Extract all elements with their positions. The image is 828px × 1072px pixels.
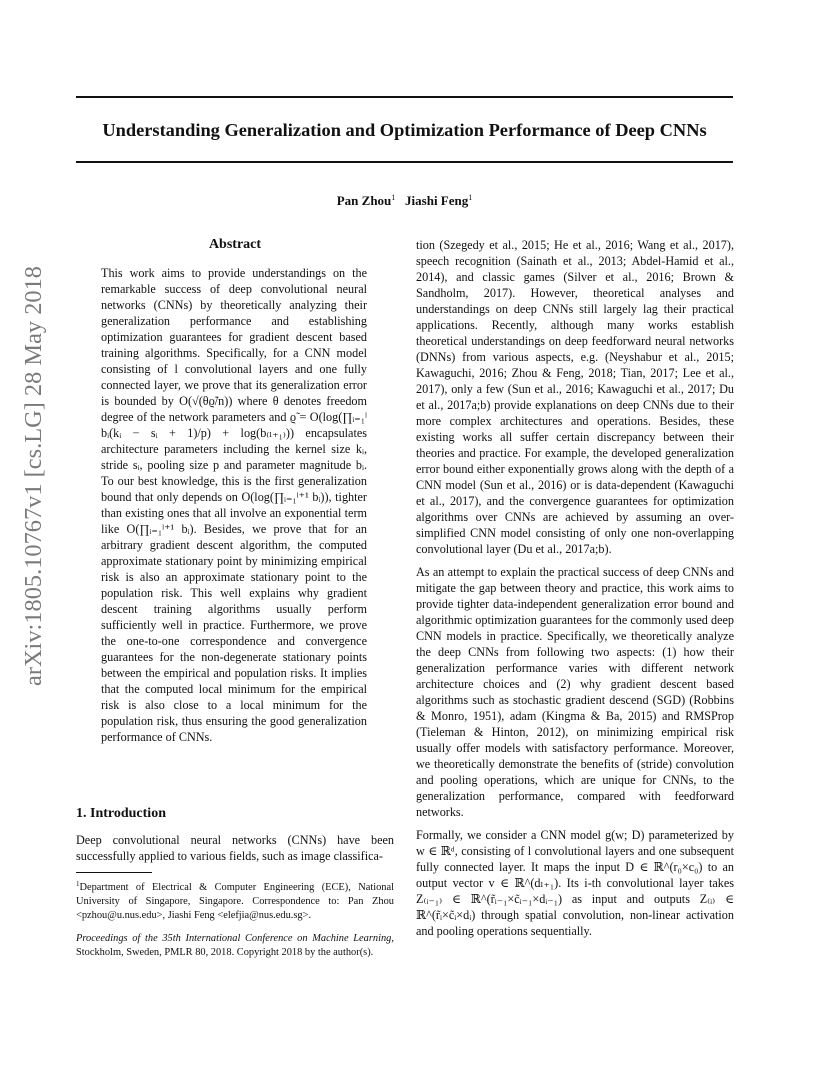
footnote-text: Department of Electrical & Computer Engineering (ECE), National University of Singapore, Singapore. Correspondence to: Pan Zhou <pzhou@u.nus.edu>, Jiashi Feng <elefjia@nus.edu.sg>. [76,882,394,921]
body-paragraph: As an attempt to explain the practical success of deep CNNs and mitigate the gap between theory and practice, this work aims to provide tighter data-independent generalization error bound and algorithmic optimization guarantees for the commonly used deep CNN models in practice. Specifically, we theoretically analyze the deep CNNs from following two aspects: (1) how their generalization performance varies with different network architecture choices and (2) why gradient descent based algorithms such as stochastic gradient descend (SGD) (Robbins & Monro, 1951), adam (Kingma & Ba, 2015) and RMSProp (Tieleman & Hinton, 2012), on minimizing empirical risk usually offer models with satisfactory performance. Moreover, we theoretically demonstrate the benefits of (stride) convolution and pooling operations, which are unique for CNNs, to the generalization performance, compared with feedforward networks. [416,565,734,819]
author-name: Jiashi Feng [405,193,469,208]
proceedings-details: , Stockholm, Sweden, PMLR 80, 2018. Copyright 2018 by the author(s). [76,933,394,958]
proceedings-note [76,932,394,960]
top-rule [76,96,733,98]
author-line [76,189,733,209]
author-affiliation-mark: 1 [391,193,396,202]
author-affiliation-mark: 1 [468,193,473,202]
paper-title: Understanding Generalization and Optimization Performance of Deep CNNs [102,120,707,140]
abstract-heading: Abstract [208,237,262,252]
abstract-paragraph: This work aims to provide understandings on the remarkable success of deep convolutional neural networks (CNNs) by theoretically analyzing their generalization performance and establishing optimization guarantees for gradient descent based training algorithms. Specifically, for a CNN model consisting of l convolutional layers and one fully connected layer, we prove that its generalization error is bounded by O(√(θϱ̃/n)) where θ denotes freedom degree of the network parameters and ϱ̃ = O(log(∏ᵢ₌₁ˡ bᵢ(kᵢ − sᵢ + 1)/p) + log(b₍ₗ₊₁₎)) encapsulates architecture parameters including the kernel size kᵢ, stride sᵢ, pooling size p and parameter magnitude bᵢ. To our best knowledge, this is the first generalization bound that only depends on O(log(∏ᵢ₌₁ˡ⁺¹ bᵢ)), tighter than existing ones that all involve an exponential term like O(∏ᵢ₌₁ˡ⁺¹ bᵢ). Besides, we prove that for an arbitrary gradient descent algorithm, the computed approximate stationary point by minimizing empirical risk is also an approximate stationary point to the population risk. This well explains why gradient descent training algorithms usually perform sufficiently well in practice. Furthermore, we prove the one-to-one correspondence and convergence guarantees for the non-degenerate stationary points between the empirical and population risks. It implies that the computed local minimum for the empirical risk is also close to a local minimum for the population risk, thus ensuring the good generalization performance of CNNs. [101,266,367,744]
footnote-mark: 1 [76,880,80,888]
right-column [416,237,734,939]
body-paragraph: Formally, we consider a CNN model g(w; D) parameterized by w ∈ ℝᵈ, consisting of l convolutional layers and one subsequent fully connected layer. It maps the input D ∈ ℝ^(r₀×c₀) to an output vector v ∈ ℝ^(dₗ₊₁). Its i-th convolutional layer takes Z₍ᵢ₋₁₎ ∈ ℝ^(r̃ᵢ₋₁×c̃ᵢ₋₁×dᵢ₋₁) as input and outputs Z₍ᵢ₎ ∈ ℝ^(r̃ᵢ×c̃ᵢ×dᵢ) through spatial convolution, non-linear activation and pooling operations sequentially. [416,828,734,938]
proceedings-venue: Proceedings of the 35th International Conference on Machine Learning [76,933,392,944]
section-heading-introduction: 1. Introduction [76,806,166,821]
affiliation-footnote [76,877,394,923]
author-name: Pan Zhou [336,193,392,208]
title-bottom-rule [76,161,733,163]
abstract-text [101,265,367,745]
intro-left-text [76,832,394,864]
intro-paragraph: Deep convolutional neural networks (CNNs) have been successfully applied to various fields, such as image classifica- [76,833,394,863]
body-paragraph: tion (Szegedy et al., 2015; He et al., 2016; Wang et al., 2017), speech recognition (Sainath et al., 2013; Abdel-Hamid et al., 2014), and classic games (Silver et al., 2016; Brown & Sandholm, 2017). However, theoretical analyses and understandings on deep CNNs still largely lag their practical applications. Recently, although many works establish theoretical understandings on deep feedforward neural networks (DNNs) from various aspects, e.g. (Neyshabur et al., 2015; Kawaguchi, 2016; Zhou & Feng, 2018; Tian, 2017; Lee et al., 2017), only a few (Sun et al., 2016; Kawaguchi et al., 2017; Du et al., 2017a;b) provide explanations on deep CNNs due to their more complex architectures and operations. Besides, these existing works all suffer certain discrepancy between their theories and practice. For example, the developed generalization error bound either exponentially grows along with the depth of a CNN model (Sun et al., 2016) or is data-dependent (Kawaguchi et al., 2017), and the convergence guarantees for optimization algorithms over CNNs are achieved by assuming an over-simplified CNN model consisting of only one non-overlapping convolutional layer (Du et al., 2017a;b). [416,238,734,556]
arxiv-stamp: arXiv:1805.10767v1 [cs.LG] 28 May 2018 [20,266,47,686]
footnote-rule [76,872,152,873]
